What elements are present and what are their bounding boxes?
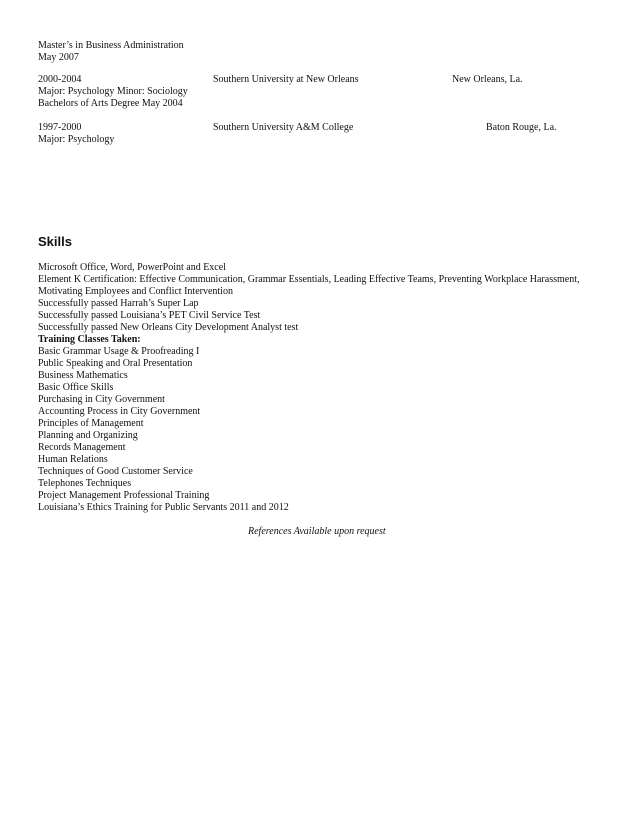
skill-line: Motivating Employees and Conflict Intervention	[38, 286, 233, 297]
su-school: Southern University A&M College	[213, 122, 354, 133]
suno-major: Major: Psychology Minor: Sociology	[38, 86, 188, 97]
training-item: Planning and Organizing	[38, 430, 138, 441]
su-major: Major: Psychology	[38, 134, 115, 145]
skill-line: Successfully passed New Orleans City Development Analyst test	[38, 322, 299, 333]
training-item: Project Management Professional Training	[38, 490, 210, 501]
skill-line: Successfully passed Louisiana’s PET Civil Service Test	[38, 310, 261, 321]
mba-degree: Master’s in Business Administration	[38, 40, 184, 51]
skill-line: Successfully passed Harrah’s Super Lap	[38, 298, 199, 309]
suno-location: New Orleans, La.	[452, 74, 523, 85]
su-years: 1997-2000	[38, 122, 82, 133]
skill-line: Element K Certification: Effective Communication, Grammar Essentials, Leading Effective Teams, Preventing Workplace Harassment,	[38, 274, 580, 285]
suno-degree: Bachelors of Arts Degree May 2004	[38, 98, 183, 109]
training-item: Louisiana’s Ethics Training for Public Servants 2011 and 2012	[38, 502, 289, 513]
training-heading: Training Classes Taken:	[38, 334, 141, 345]
mba-date: May 2007	[38, 52, 79, 63]
training-item: Telephones Techniques	[38, 478, 132, 489]
training-item: Records Management	[38, 442, 126, 453]
training-item: Business Mathematics	[38, 370, 128, 381]
training-item: Basic Grammar Usage & Proofreading I	[38, 346, 200, 357]
training-item: Purchasing in City Government	[38, 394, 165, 405]
training-item: Basic Office Skills	[38, 382, 114, 393]
su-location: Baton Rouge, La.	[486, 122, 557, 133]
skill-line: Microsoft Office, Word, PowerPoint and Excel	[38, 262, 226, 273]
suno-school: Southern University at New Orleans	[213, 74, 359, 85]
training-item: Techniques of Good Customer Service	[38, 466, 193, 477]
training-item: Public Speaking and Oral Presentation	[38, 358, 193, 369]
training-item: Accounting Process in City Government	[38, 406, 201, 417]
training-item: Principles of Management	[38, 418, 144, 429]
references-note: References Available upon request	[248, 526, 386, 537]
training-item: Human Relations	[38, 454, 108, 465]
skills-heading: Skills	[38, 234, 72, 249]
suno-years: 2000-2004	[38, 74, 82, 85]
